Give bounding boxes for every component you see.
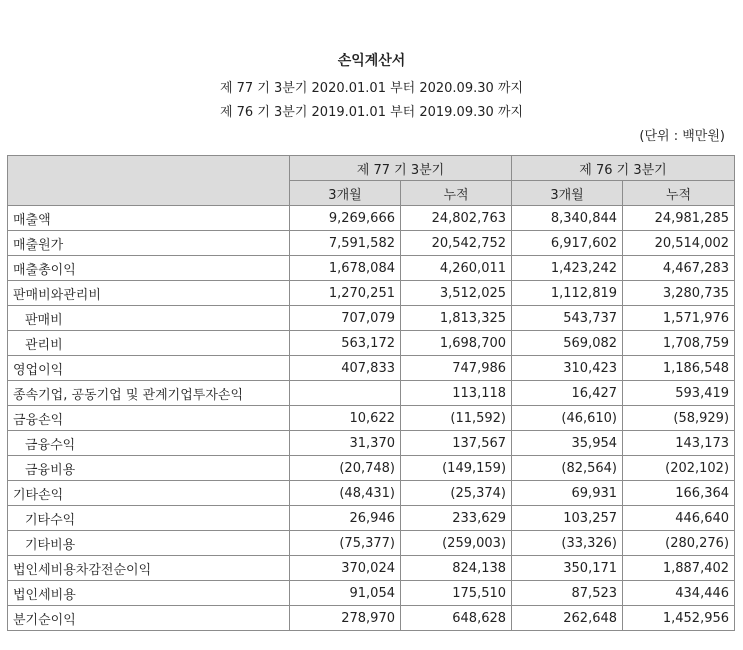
row-label: 종속기업, 공동기업 및 관계기업투자손익 xyxy=(8,381,290,406)
statement-title: 손익계산서 xyxy=(337,53,406,69)
cell-prior-cumulative: 20,514,002 xyxy=(623,231,735,256)
cell-prior-cumulative: 1,186,548 xyxy=(623,356,735,381)
table-row xyxy=(8,206,735,231)
cell-prior-cumulative: 4,467,283 xyxy=(623,256,735,281)
cell-prior-cumulative: 24,981,285 xyxy=(623,206,735,231)
cell-current-cumulative: (11,592) xyxy=(401,406,512,431)
cell-current-cumulative: 113,118 xyxy=(401,381,512,406)
header-current-cumulative: 누적 xyxy=(401,181,512,206)
cell-current-3months: 31,370 xyxy=(290,431,401,456)
cell-current-3months: 707,079 xyxy=(290,306,401,331)
cell-current-3months: 278,970 xyxy=(290,606,401,631)
cell-current-cumulative: 648,628 xyxy=(401,606,512,631)
cell-prior-cumulative: (202,102) xyxy=(623,456,735,481)
table-body xyxy=(8,206,735,631)
row-label: 영업이익 xyxy=(8,356,290,381)
header-prior-3months: 3개월 xyxy=(512,181,623,206)
cell-current-3months: 9,269,666 xyxy=(290,206,401,231)
row-label: 매출총이익 xyxy=(8,256,290,281)
table-row xyxy=(8,506,735,531)
cell-prior-3months: 1,112,819 xyxy=(512,281,623,306)
table-row xyxy=(8,331,735,356)
header-period-prior: 제 76 기 3분기 xyxy=(512,156,735,181)
cell-current-3months: 370,024 xyxy=(290,556,401,581)
cell-current-cumulative: 175,510 xyxy=(401,581,512,606)
cell-current-3months: 10,622 xyxy=(290,406,401,431)
cell-current-cumulative: 24,802,763 xyxy=(401,206,512,231)
cell-prior-3months: 87,523 xyxy=(512,581,623,606)
cell-prior-3months: 69,931 xyxy=(512,481,623,506)
cell-prior-cumulative: 593,419 xyxy=(623,381,735,406)
cell-prior-3months: 310,423 xyxy=(512,356,623,381)
row-label: 판매비 xyxy=(8,306,290,331)
header-row-periods xyxy=(8,156,735,181)
cell-prior-3months: 350,171 xyxy=(512,556,623,581)
cell-current-3months: (20,748) xyxy=(290,456,401,481)
cell-prior-3months: 543,737 xyxy=(512,306,623,331)
row-label: 기타손익 xyxy=(8,481,290,506)
cell-current-3months: 563,172 xyxy=(290,331,401,356)
cell-prior-cumulative: 446,640 xyxy=(623,506,735,531)
row-label: 관리비 xyxy=(8,331,290,356)
cell-prior-3months: 569,082 xyxy=(512,331,623,356)
cell-current-cumulative: 1,813,325 xyxy=(401,306,512,331)
cell-current-cumulative: 3,512,025 xyxy=(401,281,512,306)
cell-current-3months: 7,591,582 xyxy=(290,231,401,256)
cell-current-cumulative: 137,567 xyxy=(401,431,512,456)
cell-current-cumulative: 824,138 xyxy=(401,556,512,581)
unit-label: (단위 : 백만원) xyxy=(639,129,725,144)
cell-prior-cumulative: 166,364 xyxy=(623,481,735,506)
table-row xyxy=(8,381,735,406)
row-label: 매출원가 xyxy=(8,231,290,256)
income-statement-table xyxy=(7,155,735,631)
cell-current-cumulative: 1,698,700 xyxy=(401,331,512,356)
cell-current-3months xyxy=(290,381,401,406)
cell-prior-cumulative: 1,708,759 xyxy=(623,331,735,356)
cell-prior-3months: 262,648 xyxy=(512,606,623,631)
table-row xyxy=(8,281,735,306)
row-label: 매출액 xyxy=(8,206,290,231)
cell-prior-3months: 1,423,242 xyxy=(512,256,623,281)
cell-current-3months: 26,946 xyxy=(290,506,401,531)
cell-current-3months: (48,431) xyxy=(290,481,401,506)
cell-prior-cumulative: 1,887,402 xyxy=(623,556,735,581)
cell-current-3months: 1,678,084 xyxy=(290,256,401,281)
cell-prior-3months: (33,326) xyxy=(512,531,623,556)
cell-current-3months: 1,270,251 xyxy=(290,281,401,306)
cell-prior-3months: 8,340,844 xyxy=(512,206,623,231)
cell-current-cumulative: (25,374) xyxy=(401,481,512,506)
cell-current-3months: (75,377) xyxy=(290,531,401,556)
table-row xyxy=(8,256,735,281)
cell-prior-3months: (82,564) xyxy=(512,456,623,481)
row-label: 법인세비용 xyxy=(8,581,290,606)
row-label: 판매비와관리비 xyxy=(8,281,290,306)
table-row xyxy=(8,406,735,431)
row-label: 기타비용 xyxy=(8,531,290,556)
table-row xyxy=(8,481,735,506)
row-label: 금융수익 xyxy=(8,431,290,456)
cell-prior-cumulative: (280,276) xyxy=(623,531,735,556)
cell-current-cumulative: 4,260,011 xyxy=(401,256,512,281)
table-row xyxy=(8,531,735,556)
cell-prior-cumulative: 3,280,735 xyxy=(623,281,735,306)
header-current-3months: 3개월 xyxy=(290,181,401,206)
table-row xyxy=(8,606,735,631)
row-label: 분기순이익 xyxy=(8,606,290,631)
prior-period-line: 제 76 기 3분기 2019.01.01 부터 2019.09.30 까지 xyxy=(219,105,524,120)
table-row xyxy=(8,581,735,606)
row-label: 금융비용 xyxy=(8,456,290,481)
cell-prior-3months: 35,954 xyxy=(512,431,623,456)
current-period-line: 제 77 기 3분기 2020.01.01 부터 2020.09.30 까지 xyxy=(219,81,524,96)
cell-prior-3months: 16,427 xyxy=(512,381,623,406)
cell-current-cumulative: (259,003) xyxy=(401,531,512,556)
cell-current-cumulative: 233,629 xyxy=(401,506,512,531)
header-account xyxy=(8,156,290,206)
table-row xyxy=(8,231,735,256)
cell-prior-cumulative: (58,929) xyxy=(623,406,735,431)
cell-current-cumulative: (149,159) xyxy=(401,456,512,481)
cell-prior-cumulative: 434,446 xyxy=(623,581,735,606)
cell-prior-3months: 6,917,602 xyxy=(512,231,623,256)
row-label: 법인세비용차감전순이익 xyxy=(8,556,290,581)
cell-current-3months: 91,054 xyxy=(290,581,401,606)
table-row xyxy=(8,431,735,456)
header-prior-cumulative: 누적 xyxy=(623,181,735,206)
cell-prior-3months: (46,610) xyxy=(512,406,623,431)
row-label: 기타수익 xyxy=(8,506,290,531)
cell-prior-3months: 103,257 xyxy=(512,506,623,531)
cell-prior-cumulative: 1,571,976 xyxy=(623,306,735,331)
cell-current-cumulative: 20,542,752 xyxy=(401,231,512,256)
table-row xyxy=(8,456,735,481)
header-period-current: 제 77 기 3분기 xyxy=(290,156,512,181)
table-row xyxy=(8,356,735,381)
cell-current-cumulative: 747,986 xyxy=(401,356,512,381)
table-row xyxy=(8,306,735,331)
table-row xyxy=(8,556,735,581)
cell-current-3months: 407,833 xyxy=(290,356,401,381)
cell-prior-cumulative: 1,452,956 xyxy=(623,606,735,631)
row-label: 금융손익 xyxy=(8,406,290,431)
cell-prior-cumulative: 143,173 xyxy=(623,431,735,456)
